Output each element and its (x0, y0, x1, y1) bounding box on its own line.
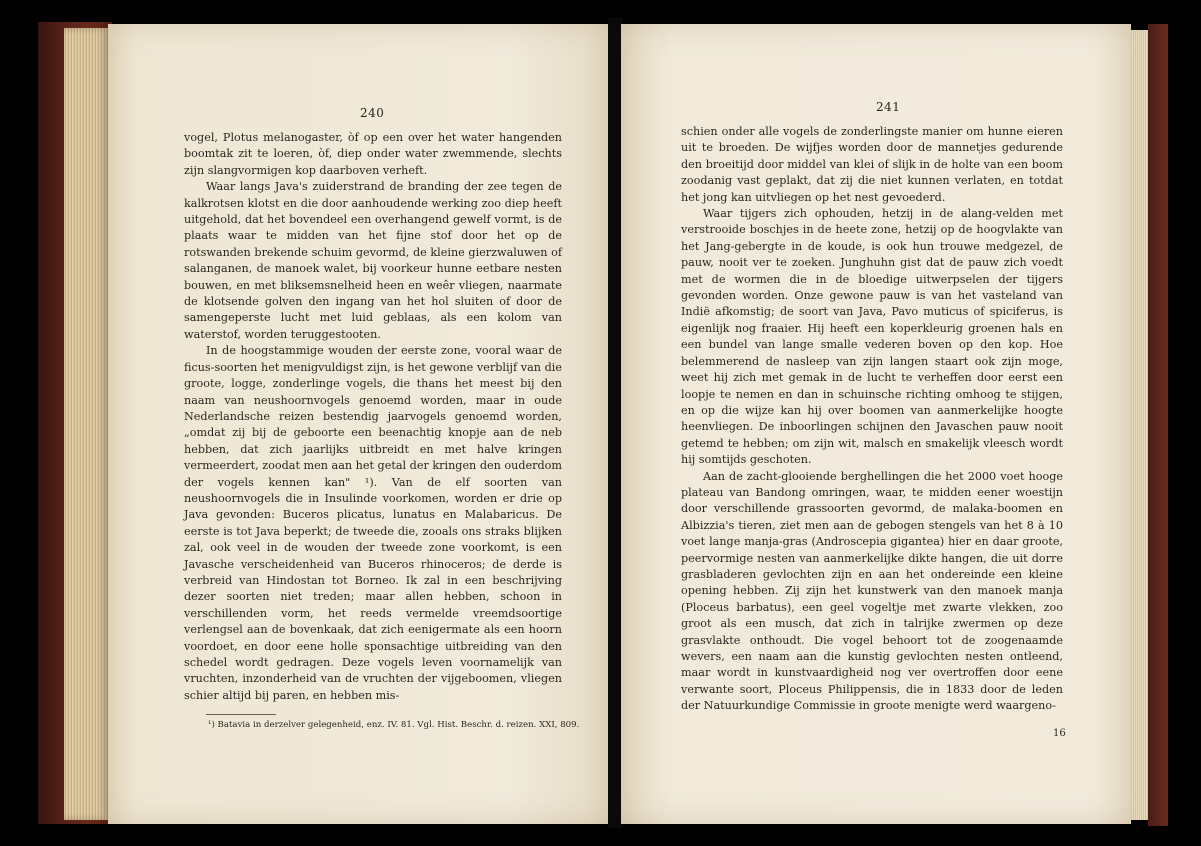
paragraph: In de hoogstammige wouden der eerste zone, vooral waar de ficus-soorten het menigvuldigst zijn, is het gewone verblijf van die groote, logge, zonderlinge vogels, die thans het meest bij den naam van neushoornvogels genoemd worden, maar in oude Nederlandsche reizen bestendig jaarvogels genoemd worden, „omdat zij bij de geboorte een beenachtig knopje aan de neb hebben, dat zich jaarlijks uitbreidt en met halve kringen vermeerdert, zoodat men aan het getal der kringen den ouderdom der vogels kennen kan" ¹). Van de elf soorten van neushoornvogels die in Insulinde voorkomen, worden er drie op Java gevonden: Buceros plicatus, lunatus en Malabaricus. De eerste is tot Java beperkt; de tweede die, zooals ons straks blijken zal, ook veel in de wouden der tweede zone voorkomt, is een Javasche verscheidenheid van Buceros rhinoceros; de derde is verbreid van Hindostan tot Borneo. Ik zal in een beschrijving dezer soorten niet treden; maar allen hebben, schoon in verschillenden vorm, het reeds vermelde vreemdsoortige verlengsel aan de bovenkaak, dat zich eenigermate als een hoorn voordoet, en door eene holle sponsachtige uitbreiding van den schedel wordt gedragen. Deze vogels leven voornamelijk van vruchten, inzonderheid van de vruchten der vijgeboomen, vliegen schier altijd bij paren, en hebben mis- (184, 344, 562, 702)
footnote-rule (206, 714, 276, 715)
signature-mark: 16 (1053, 728, 1066, 739)
page-number: 240 (360, 106, 385, 120)
paragraph: Aan de zacht-glooiende berghellingen die het 2000 voet hooge plateau van Bandong omringen, waar, te midden eener woestijn door verschillende grassoorten gevormd, de malaka-boomen en Albizzia's tieren, ziet men aan de gebogen stengels van het 8 à 10 voet lange manja-gras (Androscepia gigantea) hier en daar groote, peervormige nesten van aanmerkelijke dikte hangen, die uit dorre grasbladeren gevlochten zijn en aan het ondereinde een kleine opening hebben. Zij zijn het kunstwerk van den manoek manja (Ploceus barbatus), een geel vogeltje met zwarte vlekken, zoo groot als een musch, dat zich in talrijke zwermen op deze grasvlakte onthoudt. Die vogel behoort tot de zoogenaamde wevers, een naam aan die kunstig gevlochten nesten ontleend, maar wordt in kunstvaardigheid nog ver overtroffen door eene verwante soort, Ploceus Philippensis, die in 1833 door de leden der Natuurkundige Commissie in groote menigte werd waargeno- (681, 469, 1063, 713)
paragraph: Waar tijgers zich ophouden, hetzij in de alang-velden met verstrooide boschjes in de heete zone, hetzij op de hoogvlakte van het Jang-gebergte in de koude, is ook hun trouwe medgezel, de pauw, nooit ver te zoeken. Junghuhn gist dat de pauw zich voedt met de wormen die in de bloedige uitwerpselen der tijgers gevonden worden. Onze gewone pauw is van het vasteland van Indië afkomstig; de soort van Java, Pavo muticus of spiciferus, is eigenlijk nog fraaier. Hij heeft een koperkleurig groenen hals en een bundel van lange smalle vederen boven op den kop. Hoe belemmerend de nasleep van zijn langen staart ook zijn moge, weet hij zich met gemak in de lucht te verheffen door eerst een loopje te nemen en dan in schuinsche richting omhoog te stijgen, en op die wijze kan hij over boomen van aanmerkelijke hoogte heenvliegen. De inboorlingen schijnen den Javaschen pauw nooit getemd te hebben; om zijn wit, malsch en smakelijk vleesch wordt hij somtijds geschoten. (681, 207, 1063, 467)
left-page-body (184, 130, 562, 704)
page-number: 241 (876, 100, 901, 114)
paragraph: vogel, Plotus melanogaster, òf op een over het water hangenden boomtak zit te loeren, òf, diep onder water zwemmende, slechts zijn slangvormigen kop daarboven verheft. (184, 131, 562, 177)
footnote: ¹) Batavia in derzelver gelegenheid, enz. IV. 81. Vgl. Hist. Beschr. d. reizen. XXI, 809. (208, 720, 580, 730)
book-cover-right (1148, 24, 1168, 826)
paragraph: schien onder alle vogels de zonderlingste manier om hunne eieren uit te broeden. De wijfjes worden door de mannetjes gedurende den broeitijd door middel van klei of slijk in de holte van een boom zoodanig vast geplakt, dat zij die niet kunnen verlaten, en totdat het jong kan uitvliegen op het nest gevoederd. (681, 125, 1063, 204)
right-page-body (681, 124, 1063, 715)
right-page (621, 24, 1131, 824)
paragraph: Waar langs Java's zuiderstrand de branding der zee tegen de kalkrotsen klotst en die door aanhoudende werking zoo diep heeft uitgehold, dat het bovendeel een overhangend gewelf vormt, is de plaats waar te midden van het fijne stof door het op de rotswanden brekende schuim gevormd, de kleine gierzwaluwen of salanganen, de manoek walet, bij voorkeur hunne eetbare nesten bouwen, en met bliksemsnelheid heen en weêr vliegen, naarmate de klotsende golven den ingang van het hol sluiten of door de samengeperste lucht met luid geblaas, als een kolom van waterstof, worden teruggestooten. (184, 180, 562, 341)
page-edges-left (64, 28, 110, 820)
left-page (108, 24, 608, 824)
open-book (38, 18, 1168, 828)
